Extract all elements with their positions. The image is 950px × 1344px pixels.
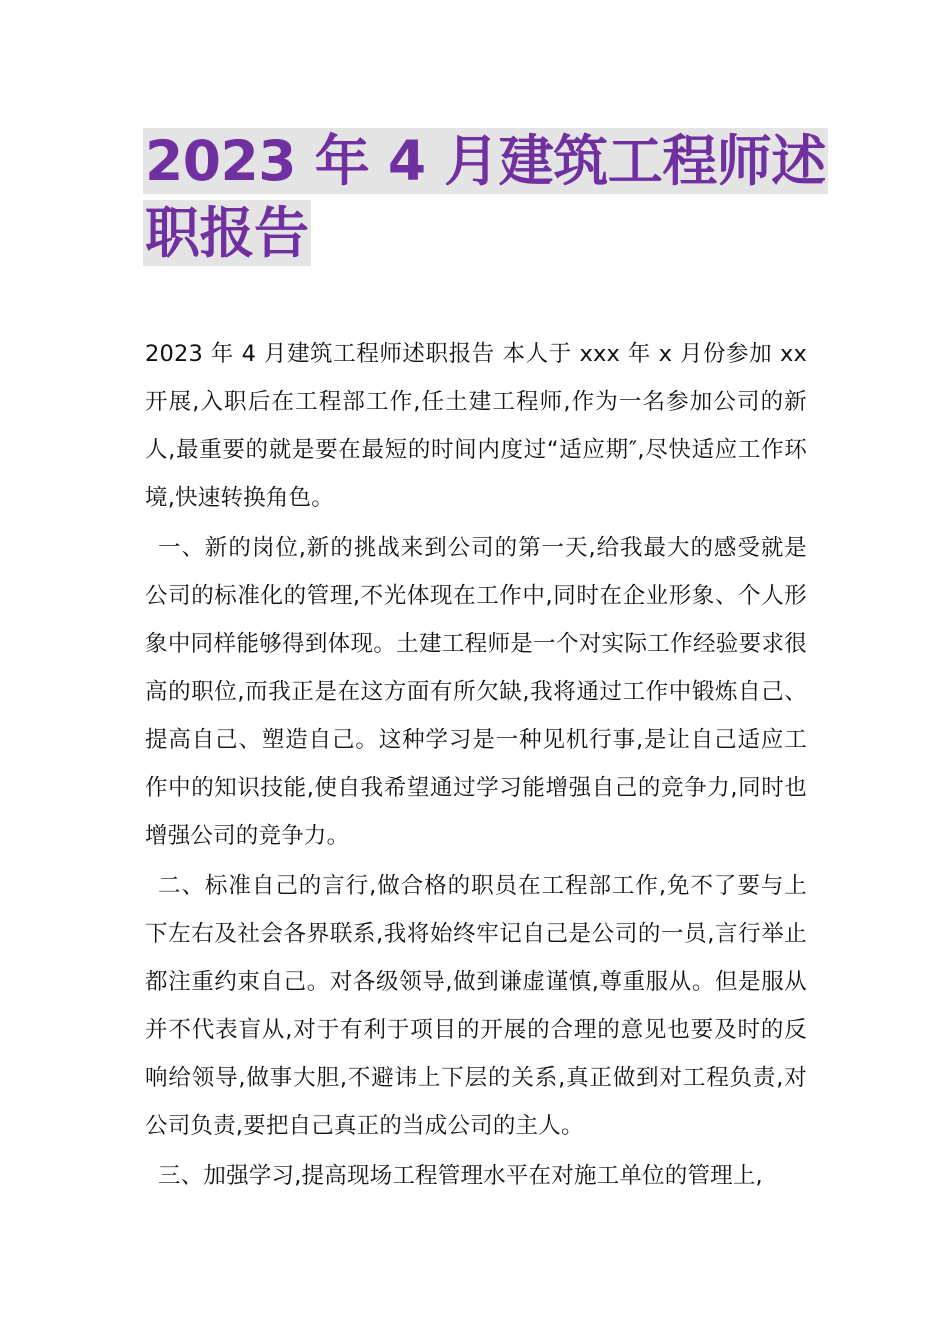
- paragraph-section-3: 三、加强学习,提高现场工程管理水平在对施工单位的管理上,: [158, 1163, 763, 1189]
- title-line-2: 职报告: [145, 201, 309, 265]
- paragraph-section-1: 一、新的岗位,新的挑战来到公司的第一天,给我最大的感受就是公司的标准化的管理,不光体现在工作中,同时在企业形象、个人形象中同样能够得到体现。土建工程师是一个对实际工作经验要求很高的职位,而我正是在这方面有所欠缺,我将通过工作中锻炼自己、提高自己、塑造自己。这种学习是一种见机行事,是让自己适应工作中的知识技能,使自我希望通过学习能增强自己的竞争力,同时也增强公司的竞争力。: [145, 535, 807, 849]
- paragraph-intro: 2023 年 4 月建筑工程师述职报告 本人于 xxx 年 x 月份参加 xx 开展,入职后在工程部工作,任土建工程师,作为一名参加公司的新人,最重要的就是要在最短的时间内度过“适应期″,尽快适应工作环境,快速转换角色。: [145, 341, 807, 511]
- document-body: [145, 330, 807, 1200]
- document-title: [143, 128, 826, 272]
- paragraph-section-2: 二、标准自己的言行,做合格的职员在工程部工作,免不了要与上下左右及社会各界联系,我将始终牢记自己是公司的一员,言行举止都注重约束自己。对各级领导,做到谦虚谨慎,尊重服从。但是服从并不代表盲从,对于有利于项目的开展的合理的意见也要及时的反响给领导,做事大胆,不避讳上下层的关系,真正做到对工程负责,对公司负责,要把自己真正的当成公司的主人。: [145, 873, 807, 1139]
- title-line-1: 2023 年 4 月建筑工程师述: [145, 129, 826, 193]
